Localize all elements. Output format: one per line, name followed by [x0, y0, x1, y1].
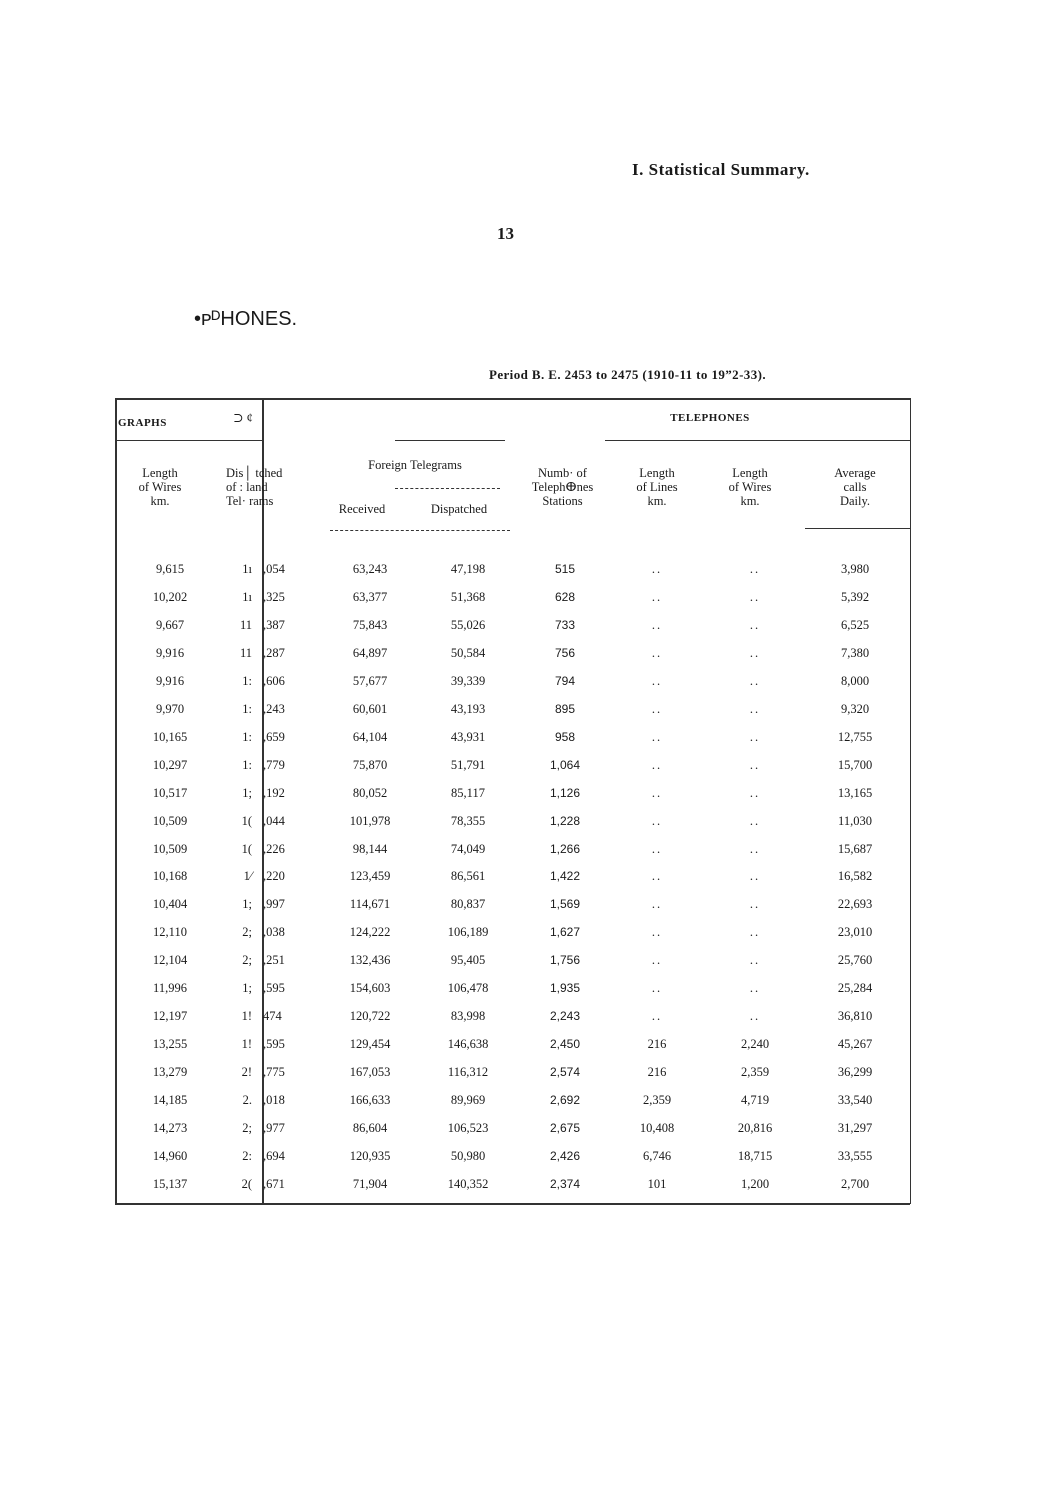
cell-length-tel-wires: ..: [749, 981, 761, 995]
cell-received: 64,897: [352, 646, 388, 660]
cell-length-wires: 13,279: [152, 1065, 188, 1079]
cell-dispatched: 50,584: [450, 646, 486, 660]
cell-average-calls: 12,755: [837, 730, 873, 744]
cell-num-stations: 1,266: [549, 842, 581, 856]
cell-length-tel-wires: ..: [749, 925, 761, 939]
header-line: calls: [843, 480, 867, 494]
cell-num-stations: 1,422: [549, 869, 581, 883]
cell-num-stations: 2,426: [549, 1149, 581, 1163]
cell-dispatched: 146,638: [447, 1037, 489, 1051]
cell-dispatched-inland-suffix: ,606: [263, 674, 285, 688]
cell-dispatched-inland-suffix: ,038: [263, 925, 285, 939]
cell-num-stations: 733: [554, 618, 576, 632]
cell-dispatched: 140,352: [447, 1177, 489, 1191]
foreign-sub-rule: [330, 530, 510, 531]
cell-length-tel-wires: ..: [749, 953, 761, 967]
cell-dispatched: 95,405: [450, 953, 486, 967]
cell-dispatched-inland-prefix: 1⁄: [243, 869, 252, 883]
cell-dispatched-inland-prefix: 2(: [241, 1177, 252, 1191]
cell-received: 120,935: [349, 1149, 391, 1163]
header-line: Daily.: [839, 494, 871, 508]
cell-length-tel-wires: 20,816: [737, 1121, 773, 1135]
cell-received: 114,671: [349, 897, 391, 911]
cell-length-lines: ..: [651, 758, 663, 772]
cell-length-tel-wires: ..: [749, 674, 761, 688]
col-header-dispatched: Dispatched: [430, 502, 488, 516]
cell-received: 154,603: [349, 981, 391, 995]
cell-received: 86,604: [352, 1121, 388, 1135]
cell-dispatched-inland-suffix: ,054: [263, 562, 285, 576]
header-line: of Wires: [138, 480, 182, 494]
telegraphs-mark: ⊃ ¢: [233, 411, 253, 425]
cell-num-stations: 2,574: [549, 1065, 581, 1079]
header-line: Average: [834, 466, 876, 480]
header-line: Numb· of: [538, 466, 587, 480]
header-line: km.: [647, 494, 667, 508]
cell-dispatched: 85,117: [451, 786, 485, 800]
cell-dispatched-inland-prefix: 11: [239, 646, 252, 660]
cell-average-calls: 9,320: [840, 702, 870, 716]
summary-title: I. Statistical Summary.: [632, 160, 810, 179]
cell-length-tel-wires: ..: [749, 1009, 761, 1023]
header-line: Stations: [542, 494, 583, 508]
cell-dispatched-inland-suffix: ,779: [263, 758, 285, 772]
foreign-top-rule: [395, 440, 505, 441]
cell-length-tel-wires: 18,715: [737, 1149, 773, 1163]
header-line: km.: [740, 494, 760, 508]
cell-received: 63,243: [352, 562, 388, 576]
column-break-rule: [262, 398, 264, 1204]
cell-dispatched-inland-suffix: ,251: [263, 953, 285, 967]
cell-average-calls: 15,700: [837, 758, 873, 772]
cell-length-tel-wires: ..: [749, 590, 761, 604]
cell-length-lines: ..: [651, 646, 663, 660]
cell-length-tel-wires: ..: [749, 758, 761, 772]
cell-length-lines: ..: [651, 702, 663, 716]
cell-dispatched-inland-suffix: ,325: [263, 590, 285, 604]
cell-length-wires: 10,509: [152, 814, 188, 828]
telegraphs-group-header: GRAPHS: [118, 417, 167, 429]
cell-length-wires: 9,916: [155, 646, 185, 660]
cell-received: 101,978: [349, 814, 391, 828]
cell-length-lines: ..: [651, 618, 663, 632]
cell-average-calls: 7,380: [840, 646, 870, 660]
cell-dispatched-inland-prefix: 1ı: [242, 562, 252, 576]
foreign-underline: [395, 488, 500, 489]
cell-dispatched-inland-prefix: 2:: [242, 1149, 252, 1163]
header-line: of : land: [226, 480, 268, 494]
cell-dispatched-inland-prefix: 1:: [242, 674, 252, 688]
cell-num-stations: 1,935: [549, 981, 581, 995]
cell-length-lines: ..: [651, 842, 663, 856]
cell-dispatched-inland-suffix: ,192: [263, 786, 285, 800]
cell-dispatched-inland-suffix: ,694: [263, 1149, 285, 1163]
cell-dispatched-inland-suffix: ,595: [263, 981, 285, 995]
cell-length-tel-wires: ..: [749, 814, 761, 828]
cell-received: 98,144: [352, 842, 388, 856]
cell-length-lines: ..: [651, 981, 663, 995]
cell-num-stations: 628: [554, 590, 576, 604]
cell-received: 57,677: [352, 674, 388, 688]
cell-dispatched-inland-prefix: 1(: [241, 814, 252, 828]
cell-dispatched-inland-prefix: 2;: [242, 1121, 252, 1135]
cell-length-lines: 6,746: [642, 1149, 672, 1163]
telephones-group-header: TELEPHONES: [670, 412, 750, 424]
cell-dispatched: 43,931: [450, 730, 486, 744]
cell-length-lines: 101: [647, 1177, 667, 1191]
cell-dispatched-inland-suffix: ,018: [263, 1093, 285, 1107]
cell-dispatched: 50,980: [450, 1149, 486, 1163]
cell-num-stations: 756: [554, 646, 576, 660]
cell-dispatched-inland-prefix: 11: [239, 618, 252, 632]
cell-length-lines: ..: [651, 897, 663, 911]
table-bottom-rule: [115, 1203, 910, 1205]
cell-average-calls: 36,810: [837, 1009, 873, 1023]
cell-length-wires: 10,509: [152, 842, 188, 856]
cell-dispatched-inland-prefix: 1ı: [242, 590, 252, 604]
table-right-rule: [910, 398, 911, 1204]
col-header-received: Received: [338, 502, 386, 516]
table-left-rule: [115, 398, 117, 1204]
foreign-telegrams-header: Foreign Telegrams: [368, 458, 462, 472]
cell-length-lines: ..: [651, 786, 663, 800]
cell-dispatched: 43,193: [450, 702, 486, 716]
cell-length-tel-wires: ..: [749, 730, 761, 744]
cell-received: 63,377: [352, 590, 388, 604]
cell-num-stations: 895: [554, 702, 576, 716]
cell-average-calls: 25,284: [837, 981, 873, 995]
cell-received: 64,104: [352, 730, 388, 744]
cell-dispatched-inland-prefix: 2.: [242, 1093, 252, 1107]
cell-average-calls: 45,267: [837, 1037, 873, 1051]
cell-dispatched-inland-suffix: ,997: [263, 897, 285, 911]
cell-dispatched: 74,049: [450, 842, 486, 856]
cell-dispatched-inland-suffix: ,220: [263, 869, 285, 883]
cell-dispatched-inland-suffix: ,595: [263, 1037, 285, 1051]
cell-num-stations: 1,756: [549, 953, 581, 967]
cell-dispatched: 51,791: [450, 758, 486, 772]
cell-dispatched-inland-prefix: 1;: [242, 981, 252, 995]
cell-length-tel-wires: ..: [749, 842, 761, 856]
cell-dispatched-inland-prefix: 1:: [242, 702, 252, 716]
cell-dispatched: 89,969: [450, 1093, 486, 1107]
cell-dispatched-inland-prefix: 1!: [241, 1037, 252, 1051]
header-line: Length: [142, 466, 178, 480]
cell-length-wires: 11,996: [153, 981, 187, 995]
cell-dispatched: 78,355: [450, 814, 486, 828]
cell-dispatched: 83,998: [450, 1009, 486, 1023]
cell-average-calls: 15,687: [837, 842, 873, 856]
cell-average-calls: 16,582: [837, 869, 873, 883]
cell-average-calls: 33,555: [837, 1149, 873, 1163]
cell-dispatched-inland-suffix: ,775: [263, 1065, 285, 1079]
cell-average-calls: 8,000: [840, 674, 870, 688]
cell-length-wires: 12,104: [152, 953, 188, 967]
cell-length-tel-wires: ..: [749, 869, 761, 883]
cell-average-calls: 23,010: [837, 925, 873, 939]
header-line: of Lines: [636, 480, 678, 494]
cell-num-stations: 2,243: [549, 1009, 581, 1023]
cell-num-stations: 1,627: [549, 925, 581, 939]
cell-dispatched-inland-prefix: 2;: [242, 953, 252, 967]
cell-received: 124,222: [349, 925, 391, 939]
header-line: Tel· rams: [226, 494, 274, 508]
cell-length-tel-wires: ..: [749, 618, 761, 632]
cell-received: 166,633: [349, 1093, 391, 1107]
cell-length-wires: 14,960: [152, 1149, 188, 1163]
cell-dispatched-inland-suffix: ,387: [263, 618, 285, 632]
cell-length-tel-wires: 2,359: [740, 1065, 770, 1079]
cell-num-stations: 2,374: [549, 1177, 581, 1191]
cell-num-stations: 2,675: [549, 1121, 581, 1135]
header-bottom-rule: [805, 528, 910, 529]
cell-dispatched-inland-prefix: 1;: [242, 897, 252, 911]
cell-length-wires: 9,667: [155, 618, 185, 632]
header-line: km.: [150, 494, 170, 508]
cell-length-lines: ..: [651, 590, 663, 604]
cell-length-tel-wires: ..: [749, 646, 761, 660]
cell-received: 75,843: [352, 618, 388, 632]
cell-length-wires: 14,185: [152, 1093, 188, 1107]
cell-length-wires: 9,970: [155, 702, 185, 716]
cell-num-stations: 515: [554, 562, 576, 576]
cell-received: 71,904: [352, 1177, 388, 1191]
cell-length-wires: 10,404: [152, 897, 188, 911]
cell-length-wires: 10,165: [152, 730, 188, 744]
cell-length-tel-wires: 1,200: [740, 1177, 770, 1191]
cell-average-calls: 13,165: [837, 786, 873, 800]
cell-length-tel-wires: 4,719: [740, 1093, 770, 1107]
cell-dispatched: 80,837: [450, 897, 486, 911]
cell-average-calls: 31,297: [837, 1121, 873, 1135]
cell-num-stations: 1,228: [549, 814, 581, 828]
cell-length-lines: ..: [651, 562, 663, 576]
cell-length-wires: 12,110: [153, 925, 187, 939]
cell-average-calls: 2,700: [840, 1177, 870, 1191]
cell-length-tel-wires: ..: [749, 786, 761, 800]
cell-length-lines: 216: [647, 1037, 667, 1051]
cell-received: 132,436: [349, 953, 391, 967]
cell-received: 123,459: [349, 869, 391, 883]
cell-length-tel-wires: ..: [749, 702, 761, 716]
cell-dispatched-inland-suffix: 474: [263, 1009, 282, 1023]
cell-dispatched-inland-suffix: ,671: [263, 1177, 285, 1191]
cell-average-calls: 36,299: [837, 1065, 873, 1079]
cell-dispatched-inland-prefix: 1;: [242, 786, 252, 800]
cell-dispatched: 47,198: [450, 562, 486, 576]
cell-dispatched: 106,189: [447, 925, 489, 939]
cell-length-lines: ..: [651, 953, 663, 967]
cell-length-wires: 13,255: [152, 1037, 188, 1051]
cell-dispatched-inland-suffix: ,044: [263, 814, 285, 828]
cell-received: 75,870: [352, 758, 388, 772]
cell-received: 120,722: [349, 1009, 391, 1023]
cell-dispatched-inland-suffix: ,226: [263, 842, 285, 856]
cell-received: 167,053: [349, 1065, 391, 1079]
cell-length-wires: 10,202: [152, 590, 188, 604]
cell-num-stations: 794: [554, 674, 576, 688]
cell-length-wires: 10,168: [152, 869, 188, 883]
table-top-rule: [115, 398, 910, 400]
cell-length-lines: ..: [651, 925, 663, 939]
cell-length-lines: 2,359: [642, 1093, 672, 1107]
cell-num-stations: 2,450: [549, 1037, 581, 1051]
cell-dispatched-inland-prefix: 2;: [242, 925, 252, 939]
cell-length-tel-wires: 2,240: [740, 1037, 770, 1051]
cell-dispatched: 116,312: [447, 1065, 489, 1079]
cell-dispatched: 51,368: [450, 590, 486, 604]
telegraphs-underline: [115, 440, 262, 441]
header-line: Length: [732, 466, 768, 480]
cell-dispatched-inland-prefix: 1(: [241, 842, 252, 856]
cell-dispatched-inland-suffix: ,243: [263, 702, 285, 716]
cell-length-lines: ..: [651, 869, 663, 883]
cell-average-calls: 33,540: [837, 1093, 873, 1107]
cell-length-lines: 216: [647, 1065, 667, 1079]
cell-dispatched-inland-prefix: 1:: [242, 758, 252, 772]
section-title: •ᴘᴰHONES.: [194, 308, 298, 330]
header-line: of Wires: [728, 480, 772, 494]
cell-length-tel-wires: ..: [749, 897, 761, 911]
cell-dispatched-inland-prefix: 1:: [242, 730, 252, 744]
cell-average-calls: 5,392: [840, 590, 870, 604]
cell-length-wires: 9,615: [155, 562, 185, 576]
cell-dispatched-inland-prefix: 2!: [241, 1065, 252, 1079]
cell-received: 60,601: [352, 702, 388, 716]
cell-length-wires: 12,197: [152, 1009, 188, 1023]
cell-length-lines: 10,408: [639, 1121, 675, 1135]
cell-num-stations: 1,064: [549, 758, 581, 772]
cell-num-stations: 2,692: [549, 1093, 581, 1107]
header-line: Dis│ tched: [226, 466, 283, 480]
cell-length-wires: 15,137: [152, 1177, 188, 1191]
cell-num-stations: 1,126: [549, 786, 581, 800]
cell-dispatched: 106,478: [447, 981, 489, 995]
cell-length-wires: 14,273: [152, 1121, 188, 1135]
cell-length-lines: ..: [651, 1009, 663, 1023]
page-number: 13: [497, 224, 514, 243]
cell-average-calls: 6,525: [840, 618, 870, 632]
cell-received: 129,454: [349, 1037, 391, 1051]
cell-average-calls: 3,980: [840, 562, 870, 576]
cell-average-calls: 25,760: [837, 953, 873, 967]
cell-dispatched-inland-suffix: ,659: [263, 730, 285, 744]
period-heading: Period B. E. 2453 to 2475 (1910-11 to 19”2-33).: [489, 367, 766, 382]
cell-dispatched: 39,339: [450, 674, 486, 688]
cell-length-lines: ..: [651, 814, 663, 828]
cell-dispatched-inland-prefix: 1!: [241, 1009, 252, 1023]
cell-dispatched: 86,561: [450, 869, 486, 883]
cell-length-wires: 10,297: [152, 758, 188, 772]
cell-dispatched: 106,523: [447, 1121, 489, 1135]
header-line: Length: [639, 466, 675, 480]
cell-average-calls: 11,030: [838, 814, 872, 828]
cell-dispatched-inland-suffix: ,977: [263, 1121, 285, 1135]
cell-length-lines: ..: [651, 730, 663, 744]
cell-num-stations: 958: [554, 730, 576, 744]
cell-length-wires: 10,517: [152, 786, 188, 800]
telephones-underline: [605, 440, 910, 441]
cell-length-lines: ..: [651, 674, 663, 688]
cell-dispatched-inland-suffix: ,287: [263, 646, 285, 660]
cell-dispatched: 55,026: [450, 618, 486, 632]
header-line: Telephⴲnes: [531, 480, 594, 494]
cell-received: 80,052: [352, 786, 388, 800]
cell-length-tel-wires: ..: [749, 562, 761, 576]
cell-num-stations: 1,569: [549, 897, 581, 911]
cell-average-calls: 22,693: [837, 897, 873, 911]
cell-length-wires: 9,916: [155, 674, 185, 688]
